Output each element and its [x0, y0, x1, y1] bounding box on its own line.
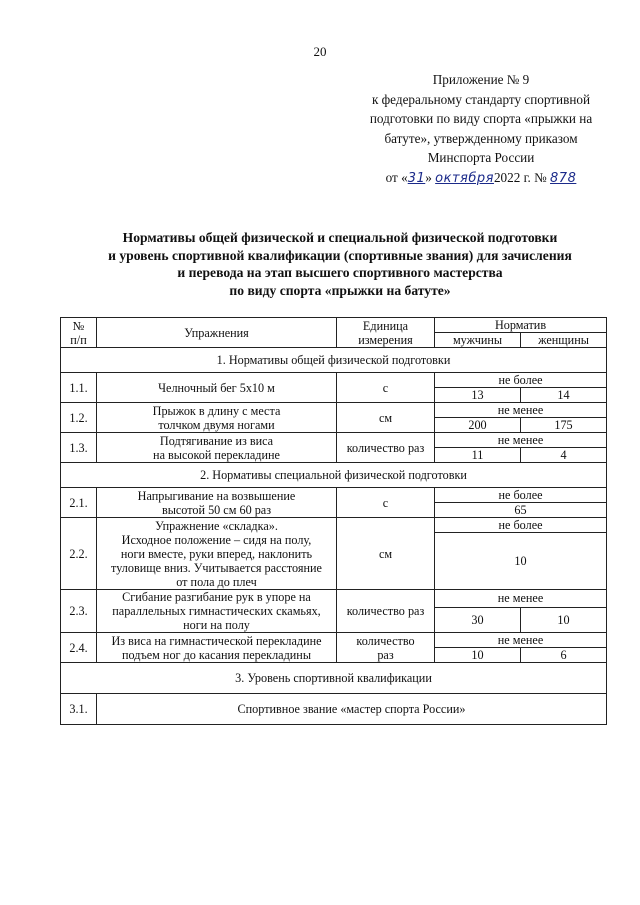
title-line: Нормативы общей физической и специальной физической подготовки	[122, 230, 558, 245]
row-condition: не менее	[435, 590, 607, 608]
table-row	[61, 590, 607, 608]
row-condition: не более	[435, 518, 607, 533]
row-men: 10	[435, 648, 521, 663]
section-row	[61, 463, 607, 488]
row-women: 6	[521, 648, 607, 663]
row-exercise: Из виса на гимнастической перекладине подъем ног до касания перекладины	[97, 633, 337, 663]
header-num: № п/п	[61, 318, 97, 348]
row-condition: не менее	[435, 433, 607, 448]
table-row	[61, 403, 607, 418]
row-unit: см	[337, 403, 435, 433]
date-day-close: »	[425, 169, 432, 185]
header-exercise: Упражнения	[97, 318, 337, 348]
row-exercise: Напрыгивание на возвышение высотой 50 см 60 раз	[97, 488, 337, 518]
row-women: 14	[521, 388, 607, 403]
row-women: 4	[521, 448, 607, 463]
appendix-line: подготовки по виду спорта «прыжки на	[369, 111, 593, 126]
appendix-date-line	[350, 168, 612, 189]
header-women: женщины	[521, 333, 607, 348]
appendix-line: Минспорта России	[427, 150, 535, 165]
norms-table	[60, 317, 607, 725]
header-unit: Единица измерения	[337, 318, 435, 348]
row-men: 11	[435, 448, 521, 463]
table-row	[61, 518, 607, 533]
row-num: 3.1.	[61, 694, 97, 725]
table-row	[61, 433, 607, 448]
section-title: 2. Нормативы специальной физической подготовки	[61, 463, 607, 488]
table-row	[61, 488, 607, 503]
date-day-handwritten: 31	[407, 170, 426, 186]
row-exercise: Подтягивание из виса на высокой перекладине	[97, 433, 337, 463]
row-unit: см	[337, 518, 435, 590]
row-unit: с	[337, 373, 435, 403]
date-year: 2022 г. №	[493, 169, 547, 185]
row-num: 1.1.	[61, 373, 97, 403]
document-title	[60, 229, 620, 299]
row-exercise: Челночный бег 5х10 м	[97, 373, 337, 403]
appendix-block	[350, 70, 612, 188]
header-norm: Норматив	[435, 318, 607, 333]
appendix-line: Приложение № 9	[432, 72, 530, 87]
row-exercise: Спортивное звание «мастер спорта России»	[97, 694, 607, 725]
row-unit: количество раз	[337, 433, 435, 463]
row-exercise: Упражнение «складка». Исходное положение – сидя на полу, ноги вместе, руки вперед, наклонить туловище вниз. Учитывается расстояние от пола до плеч	[97, 518, 337, 590]
row-unit: количество раз	[337, 633, 435, 663]
date-month-handwritten: октября	[435, 170, 494, 186]
row-num: 2.2.	[61, 518, 97, 590]
row-men: 13	[435, 388, 521, 403]
table-row	[61, 694, 607, 725]
row-condition: не менее	[435, 403, 607, 418]
title-line: и перевода на этап высшего спортивного мастерства	[177, 265, 503, 280]
section-title: 1. Нормативы общей физической подготовки	[61, 348, 607, 373]
row-num: 2.3.	[61, 590, 97, 633]
table-row	[61, 373, 607, 388]
section-title: 3. Уровень спортивной квалификации	[61, 663, 607, 694]
row-condition: не более	[435, 488, 607, 503]
row-men: 30	[435, 607, 521, 632]
order-number-handwritten: 878	[550, 170, 577, 186]
title-line: по виду спорта «прыжки на батуте»	[229, 282, 451, 298]
row-women: 175	[521, 418, 607, 433]
row-num: 2.4.	[61, 633, 97, 663]
section-row	[61, 663, 607, 694]
row-value: 65	[435, 503, 607, 518]
appendix-line: батуте», утвержденному приказом	[384, 130, 578, 146]
table-row	[61, 633, 607, 648]
row-women: 10	[521, 607, 607, 632]
appendix-line: к федеральному стандарту спортивной	[371, 91, 591, 107]
row-exercise: Прыжок в длину с места толчком двумя ногами	[97, 403, 337, 433]
page-number: 20	[313, 44, 327, 59]
date-prefix: от «	[385, 169, 408, 185]
table-header-row	[61, 318, 607, 333]
row-num: 1.3.	[61, 433, 97, 463]
header-men: мужчины	[435, 333, 521, 348]
row-men: 200	[435, 418, 521, 433]
row-unit: количество раз	[337, 590, 435, 633]
title-line: и уровень спортивной квалификации (спортивные звания) для зачисления	[108, 247, 572, 263]
row-value: 10	[435, 533, 607, 590]
row-condition: не более	[435, 373, 607, 388]
row-num: 1.2.	[61, 403, 97, 433]
row-condition: не менее	[435, 633, 607, 648]
section-row	[61, 348, 607, 373]
row-unit: с	[337, 488, 435, 518]
row-num: 2.1.	[61, 488, 97, 518]
row-exercise: Сгибание разгибание рук в упоре на параллельных гимнастических скамьях, ноги на полу	[97, 590, 337, 633]
